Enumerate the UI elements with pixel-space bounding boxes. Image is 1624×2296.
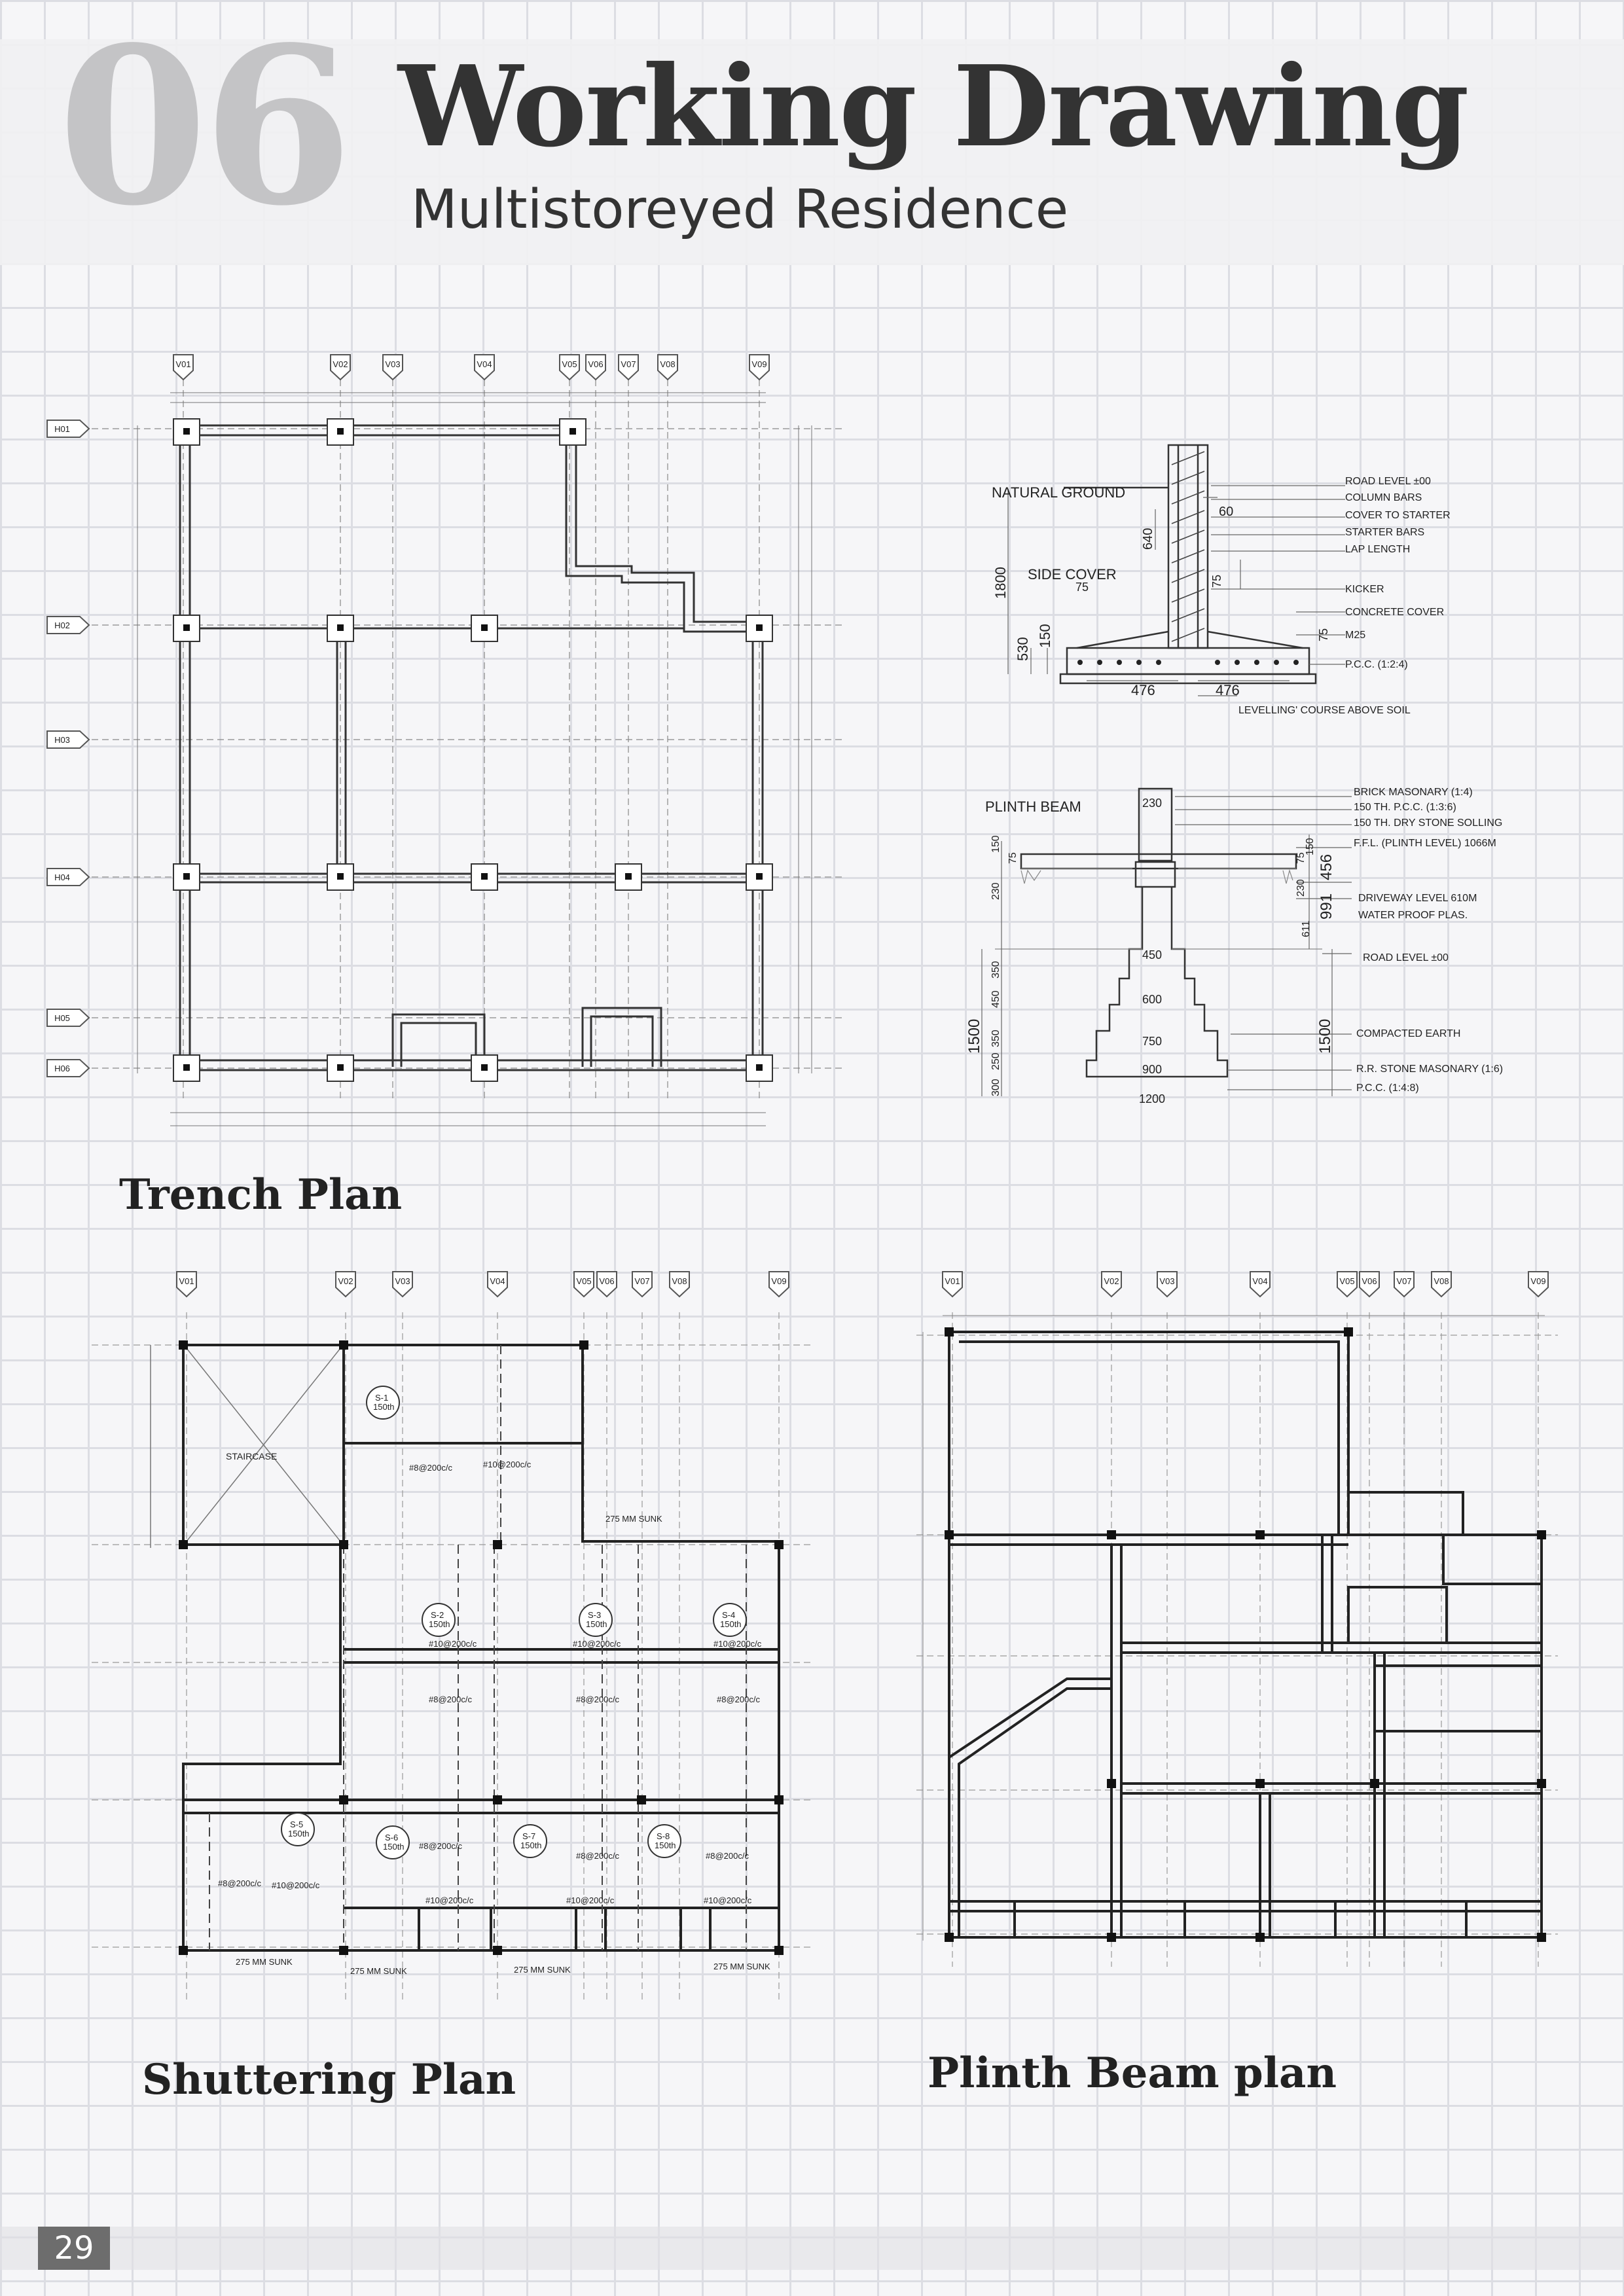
trench-grid-v05 [560, 355, 579, 380]
svg-text:V08: V08 [672, 1276, 687, 1286]
plinth-section-drawing [956, 782, 1532, 1129]
plinth-left-dim-1500: 1500 [965, 1018, 983, 1054]
plinth-right-dim-1500: 1500 [1316, 1018, 1334, 1054]
sunk-label-3: 275 MM SUNK [514, 1965, 571, 1975]
footing-label-natural-ground: NATURAL GROUND [992, 484, 1126, 501]
trench-grid-h06 [47, 1060, 89, 1077]
slab-s5-id: S-5 [290, 1820, 304, 1829]
footing-label-column-bars: COLUMN BARS [1345, 492, 1422, 503]
rebar-main-6: #8@200c/c [419, 1841, 462, 1851]
footing-label-side-cover: SIDE COVER [1028, 566, 1117, 583]
plinth-step-600: 600 [1142, 993, 1163, 1006]
footing-dim-476-left: 476 [1131, 682, 1155, 698]
svg-text:V08: V08 [1434, 1276, 1449, 1286]
footing-dim-640: 640 [1141, 528, 1155, 550]
svg-text:V05: V05 [562, 359, 577, 369]
svg-text:H05: H05 [54, 1013, 70, 1023]
svg-text:V06: V06 [1362, 1276, 1377, 1286]
plinth-right-dim-611: 611 [1301, 920, 1312, 937]
svg-text:H04: H04 [54, 872, 70, 882]
footing-label-road-level: ROAD LEVEL ±00 [1345, 476, 1431, 487]
page-title: Working Drawing [398, 41, 1468, 172]
trench-grid-v01 [173, 355, 193, 380]
svg-text:V06: V06 [599, 1276, 615, 1286]
footing-dim-75-side: 75 [1075, 581, 1089, 594]
plinth-label-brick: BRICK MASONARY (1:4) [1354, 787, 1473, 798]
plinth-section-title: PLINTH BEAM [985, 798, 1081, 815]
trench-plan-caption: Trench Plan [119, 1170, 403, 1219]
trench-grid-v02 [331, 355, 350, 380]
svg-text:V03: V03 [1159, 1276, 1175, 1286]
plinth-grid-v07 [1394, 1272, 1414, 1297]
shutter-grid-v03 [393, 1272, 412, 1297]
rebar-dist-5: #10@200c/c [272, 1880, 320, 1890]
footing-dim-150: 150 [1037, 624, 1053, 648]
footing-label-lap-length: LAP LENGTH [1345, 544, 1411, 555]
svg-text:V06: V06 [588, 359, 604, 369]
rebar-main-8: #8@200c/c [706, 1851, 749, 1861]
plinth-grid-v06 [1360, 1272, 1379, 1297]
rebar-dist-6: #10@200c/c [425, 1895, 474, 1905]
sunk-label-1: 275 MM SUNK [236, 1957, 293, 1967]
slab-s6-id: S-6 [385, 1833, 399, 1842]
shutter-grid-v08 [670, 1272, 689, 1297]
plinth-grid-v04 [1250, 1272, 1270, 1297]
plinth-left-dim-250: 250 [990, 1052, 1001, 1070]
footing-label-m25: M25 [1345, 630, 1366, 641]
plinth-step-900: 900 [1142, 1063, 1163, 1076]
plinth-label-pcc-148: P.C.C. (1:4:8) [1356, 1083, 1419, 1094]
plinth-left-dim-230: 230 [990, 882, 1001, 900]
slab-s2-th: 150th [429, 1619, 450, 1629]
slab-s3-th: 150th [586, 1619, 607, 1629]
footing-dim-476-right: 476 [1216, 682, 1240, 698]
svg-text:V08: V08 [660, 359, 676, 369]
shutter-grid-v06 [597, 1272, 617, 1297]
plinth-label-compacted: COMPACTED EARTH [1356, 1028, 1461, 1039]
plinth-left-dim-300: 300 [990, 1079, 1001, 1096]
svg-text:H01: H01 [54, 424, 70, 434]
plinth-step-750: 750 [1142, 1035, 1163, 1048]
footing-label-starter-bars: STARTER BARS [1345, 527, 1425, 538]
rebar-dist-7: #10@200c/c [566, 1895, 615, 1905]
rebar-dist-8: #10@200c/c [704, 1895, 752, 1905]
shutter-grid-v05 [574, 1272, 594, 1297]
svg-text:V07: V07 [634, 1276, 650, 1286]
slab-s3-id: S-3 [588, 1610, 602, 1620]
trench-grid-h03 [47, 731, 89, 748]
plinth-right-dim-230: 230 [1295, 879, 1307, 897]
page-subtitle: Multistoreyed Residence [411, 179, 1069, 241]
plinth-label-ffl: F.F.L. (PLINTH LEVEL) 1066M [1354, 838, 1496, 849]
chapter-number: 06 [58, 0, 348, 253]
footing-dim-1800: 1800 [992, 567, 1009, 599]
sunk-label-2: 275 MM SUNK [350, 1966, 407, 1976]
footing-bottom-note: LEVELLING' COURSE ABOVE SOIL [1238, 705, 1411, 716]
svg-text:V05: V05 [1339, 1276, 1355, 1286]
slab-s1-th: 150th [373, 1402, 395, 1412]
plinth-left-dim-150: 150 [990, 835, 1001, 853]
slab-s7-id: S-7 [522, 1831, 536, 1841]
svg-text:V01: V01 [945, 1276, 960, 1286]
trench-grid-v06 [586, 355, 605, 380]
slab-s5-th: 150th [288, 1829, 310, 1839]
plinth-grid-v01 [943, 1272, 962, 1297]
trench-grid-v03 [383, 355, 403, 380]
shutter-grid-v02 [336, 1272, 355, 1297]
trench-plan-drawing [39, 347, 884, 1152]
rebar-main-1: #8@200c/c [409, 1463, 452, 1473]
rebar-main-3: #8@200c/c [576, 1695, 619, 1704]
slab-s6-th: 150th [383, 1842, 405, 1852]
trench-grid-h05 [47, 1009, 89, 1026]
footing-dim-530: 530 [1015, 637, 1031, 661]
sunk-label-4: 275 MM SUNK [713, 1962, 770, 1971]
rebar-main-4: #8@200c/c [717, 1695, 760, 1704]
slab-s2-id: S-2 [431, 1610, 444, 1620]
shutter-grid-v04 [488, 1272, 507, 1297]
footing-label-concrete-cover: CONCRETE COVER [1345, 607, 1445, 618]
shuttering-plan-caption: Shuttering Plan [142, 2055, 516, 2104]
footing-dim-75-cover: 75 [1317, 628, 1330, 641]
svg-text:V01: V01 [175, 359, 191, 369]
plinth-step-230: 230 [1142, 797, 1163, 810]
footing-dim-75-kicker: 75 [1210, 574, 1223, 588]
plinth-label-waterproof: WATER PROOF PLAS. [1358, 910, 1468, 921]
plinth-beam-plan-caption: Plinth Beam plan [928, 2049, 1337, 2098]
svg-text:V02: V02 [338, 1276, 353, 1286]
trench-grid-h02 [47, 617, 89, 634]
slab-s4-id: S-4 [722, 1610, 736, 1620]
plinth-left-dim-450: 450 [990, 990, 1001, 1008]
svg-text:V07: V07 [621, 359, 636, 369]
svg-text:V01: V01 [179, 1276, 194, 1286]
footing-label-pcc: P.C.C. (1:2:4) [1345, 659, 1408, 670]
plinth-left-dim-350b: 350 [990, 1030, 1001, 1047]
plinth-step-1200: 1200 [1139, 1092, 1166, 1105]
shuttering-plan-drawing [85, 1260, 831, 2019]
rebar-main-7: #8@200c/c [576, 1851, 619, 1861]
plinth-grid-v02 [1102, 1272, 1121, 1297]
footing-label-cover-starter: COVER TO STARTER [1345, 510, 1451, 521]
plinth-label-pcc-136: 150 TH. P.C.C. (1:3:6) [1354, 802, 1456, 813]
rebar-main-5: #8@200c/c [218, 1878, 261, 1888]
svg-text:V09: V09 [1530, 1276, 1546, 1286]
slab-s8-th: 150th [655, 1840, 676, 1850]
trench-grid-h01 [47, 420, 89, 437]
svg-text:H06: H06 [54, 1064, 70, 1073]
svg-text:V09: V09 [751, 359, 767, 369]
svg-text:V02: V02 [1104, 1276, 1119, 1286]
svg-text:V09: V09 [771, 1276, 787, 1286]
plinth-label-road-level: ROAD LEVEL ±00 [1363, 952, 1449, 963]
plinth-grid-v05 [1337, 1272, 1357, 1297]
plinth-right-dim-75: 75 [1295, 852, 1307, 864]
plinth-label-solling: 150 TH. DRY STONE SOLLING [1354, 817, 1503, 829]
svg-text:V03: V03 [395, 1276, 410, 1286]
plinth-grid-v08 [1432, 1272, 1451, 1297]
svg-text:V04: V04 [477, 359, 492, 369]
plinth-right-dim-456: 456 [1318, 853, 1335, 880]
rebar-dist-1: #10@200c/c [483, 1460, 532, 1469]
footing-label-kicker: KICKER [1345, 584, 1384, 595]
svg-text:H03: H03 [54, 735, 70, 745]
plinth-step-450: 450 [1142, 948, 1163, 961]
svg-text:V03: V03 [385, 359, 401, 369]
rebar-dist-3: #10@200c/c [573, 1639, 621, 1649]
trench-grid-v08 [658, 355, 677, 380]
svg-text:H02: H02 [54, 620, 70, 630]
shutter-grid-v01 [177, 1272, 196, 1297]
plinth-grid-v03 [1157, 1272, 1177, 1297]
svg-text:V07: V07 [1396, 1276, 1412, 1286]
plinth-right-dim-991: 991 [1318, 893, 1335, 920]
plinth-label-rr-masonry: R.R. STONE MASONARY (1:6) [1356, 1064, 1504, 1075]
plinth-left-dim-75: 75 [1007, 852, 1019, 864]
slab-s1-id: S-1 [375, 1393, 389, 1403]
footing-section-drawing [982, 380, 1492, 733]
svg-text:V05: V05 [576, 1276, 592, 1286]
staircase-label: STAIRCASE [226, 1451, 278, 1462]
rebar-dist-4: #10@200c/c [713, 1639, 762, 1649]
sunk-label-top: 275 MM SUNK [605, 1514, 662, 1524]
plinth-grid-v09 [1528, 1272, 1548, 1297]
footing-dim-60: 60 [1219, 505, 1234, 519]
plinth-right-dim-150: 150 [1305, 838, 1316, 855]
slab-s7-th: 150th [520, 1840, 542, 1850]
trench-grid-v09 [749, 355, 769, 380]
trench-grid-h04 [47, 869, 89, 886]
footer-band [0, 2227, 1624, 2270]
plinth-left-dim-350a: 350 [990, 961, 1001, 978]
plinth-label-driveway: DRIVEWAY LEVEL 610M [1358, 893, 1477, 904]
page-number: 29 [38, 2227, 110, 2270]
svg-text:V02: V02 [333, 359, 348, 369]
slab-s4-th: 150th [720, 1619, 742, 1629]
slab-s8-id: S-8 [657, 1831, 670, 1841]
rebar-main-2: #8@200c/c [429, 1695, 472, 1704]
trench-grid-v04 [475, 355, 494, 380]
plinth-beam-plan-drawing [903, 1260, 1564, 1980]
svg-text:V04: V04 [1252, 1276, 1268, 1286]
svg-text:V04: V04 [490, 1276, 505, 1286]
rebar-dist-2: #10@200c/c [429, 1639, 477, 1649]
trench-grid-v07 [619, 355, 638, 380]
shutter-grid-v09 [769, 1272, 789, 1297]
shutter-grid-v07 [632, 1272, 652, 1297]
